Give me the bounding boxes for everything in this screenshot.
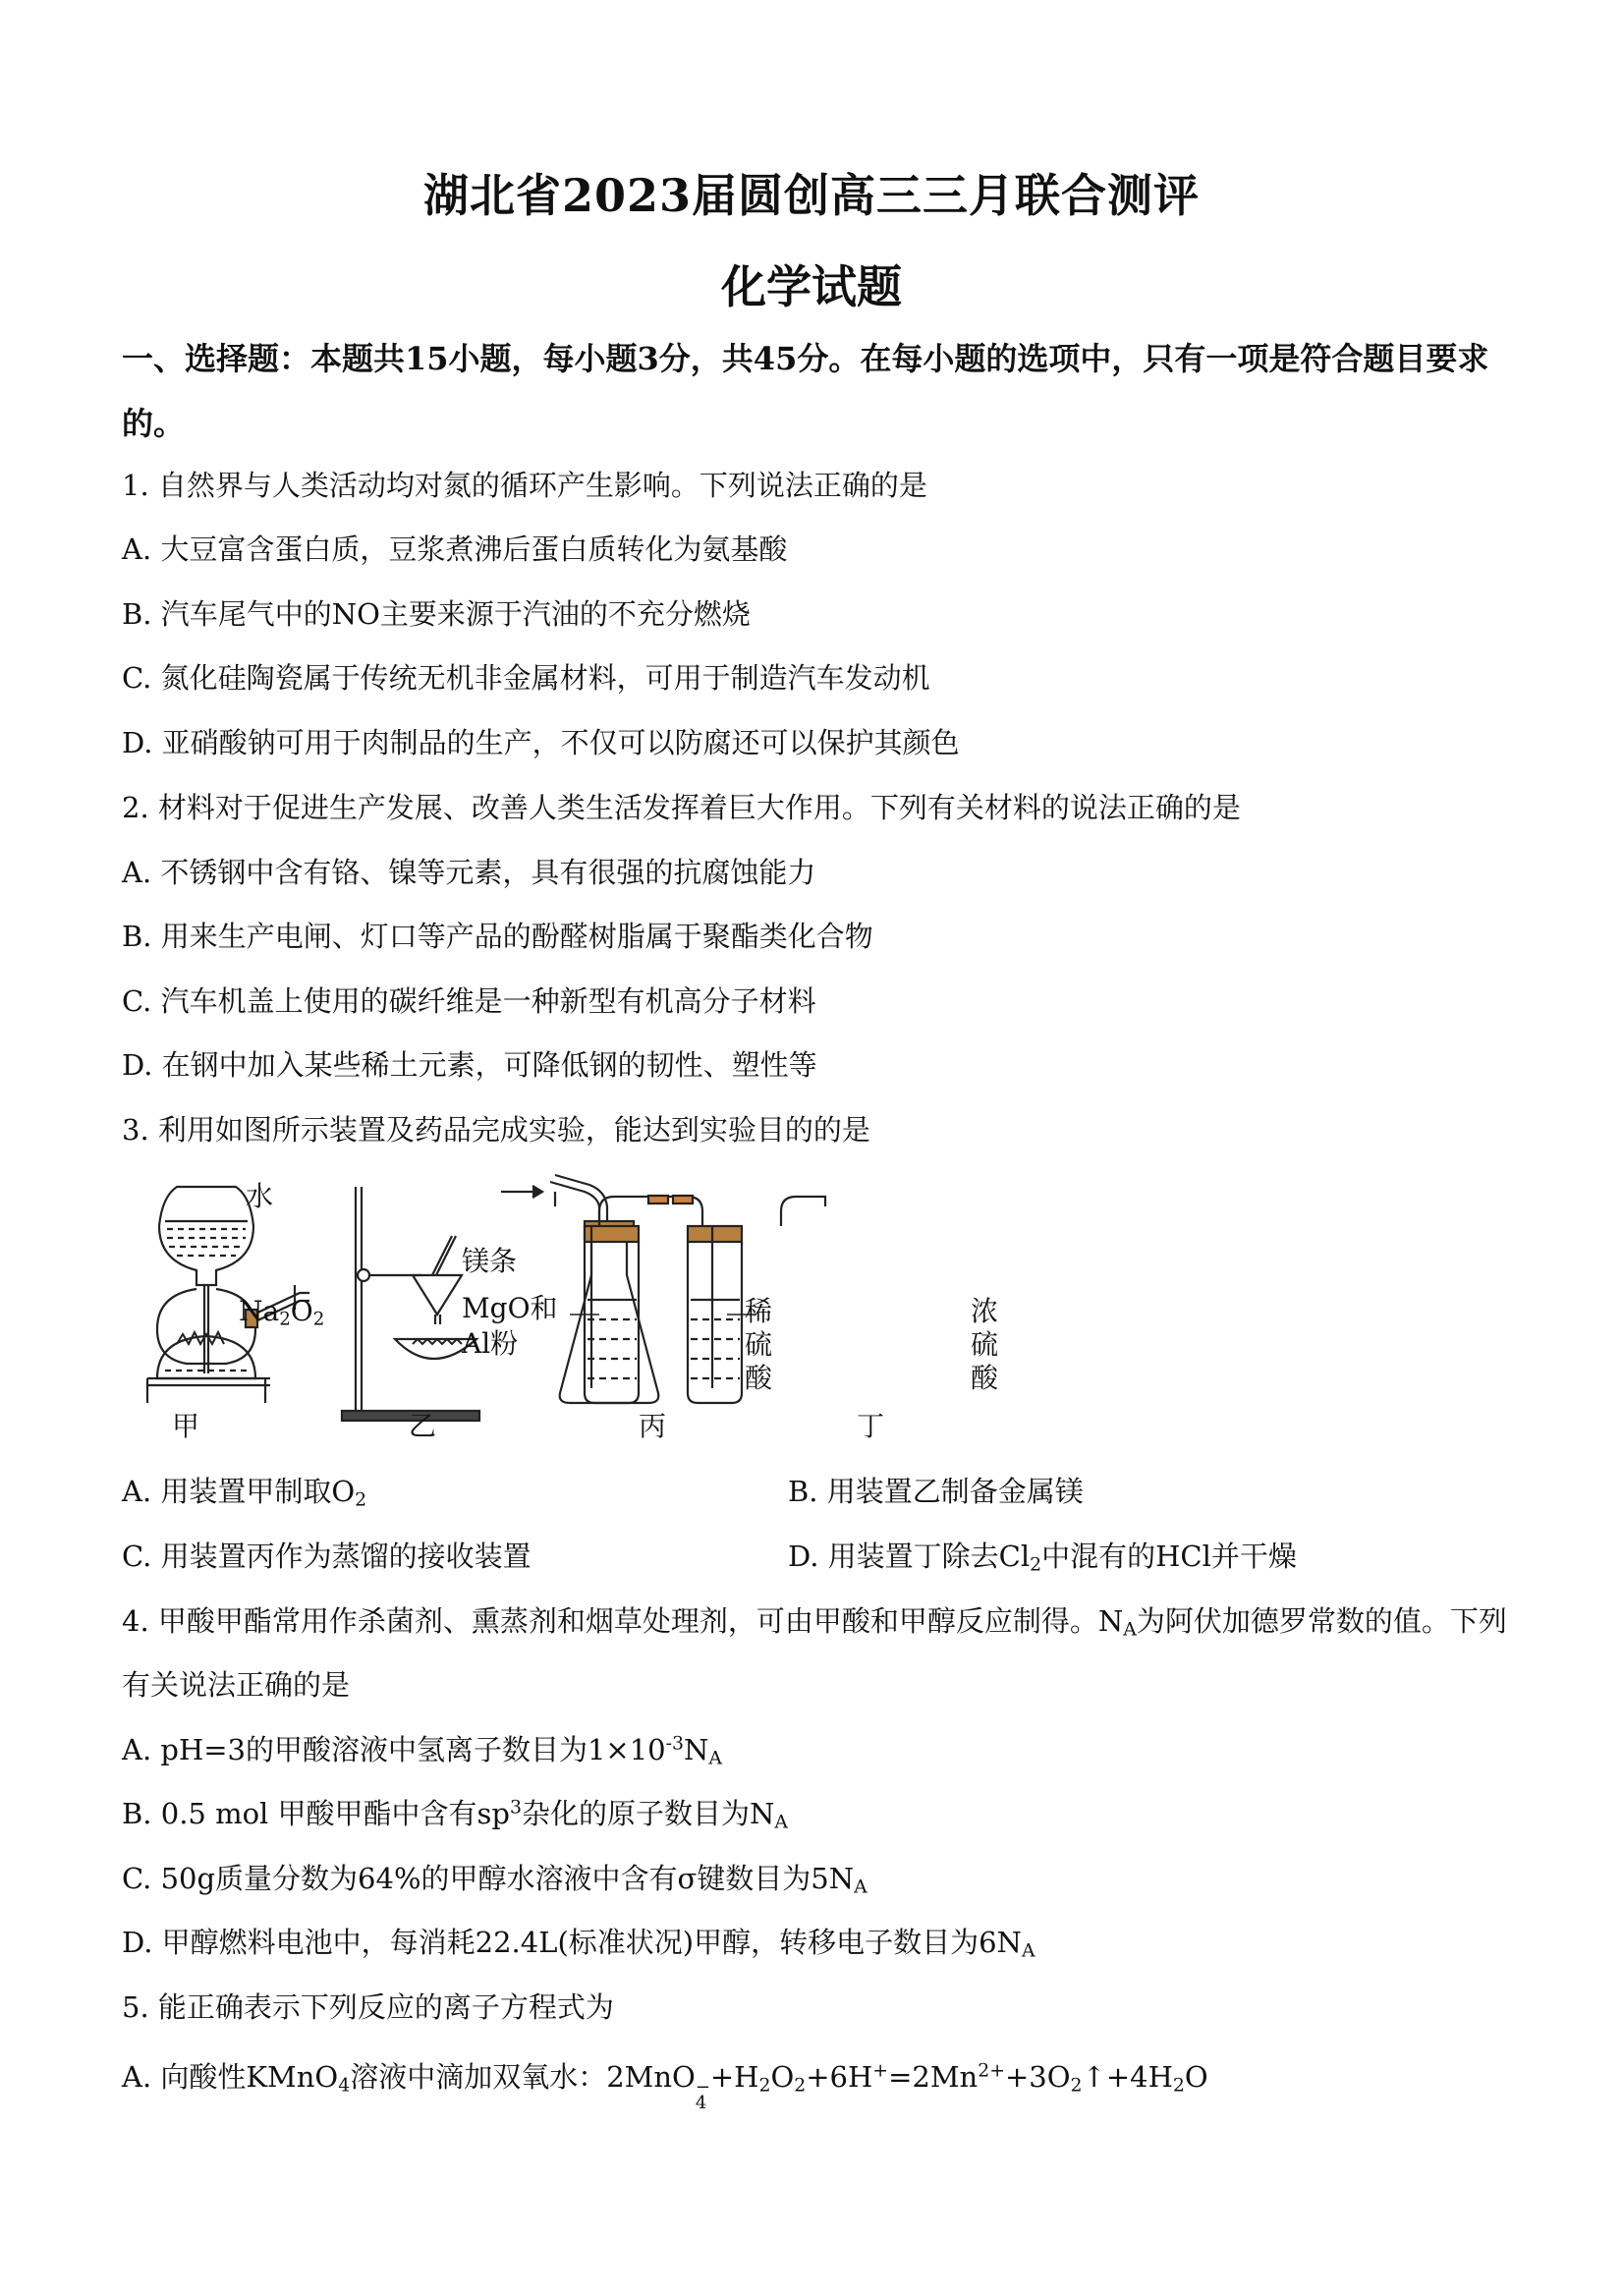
- q4-stem-line2: 有关说法正确的是: [122, 1668, 351, 1702]
- label-mg-ribbon: 镁条: [462, 1245, 518, 1277]
- q3-option-c: C. 用装置丙作为蒸馏的接收装置: [122, 1540, 532, 1573]
- label-dilute-acid: 稀 硫 酸: [745, 1295, 773, 1394]
- q3-option-a: A. 用装置甲制取$O_2$: [122, 1475, 367, 1511]
- label-mgo: MgO和: [462, 1292, 558, 1324]
- q5-option-a: A. 向酸性KMnO$_4$溶液中滴加双氧水：2MnO − 4 $+H_2O_2+6H^+=2Mn^{2+}+3O_2↑+4H_2O$: [122, 2060, 1208, 2114]
- q2-option-a: A. 不锈钢中含有铬、镍等元素，具有很强的抗腐蚀能力: [122, 856, 816, 889]
- label-al: Al粉: [462, 1327, 519, 1360]
- q4-option-b: B. 0.5 mol 甲酸甲酯中含有$sp^3$杂化的原子数目为$N_A$: [122, 1797, 788, 1833]
- q2-option-c: C. 汽车机盖上使用的碳纤维是一种新型有机高分子材料: [122, 984, 816, 1018]
- q1-option-a: A. 大豆富含蛋白质，豆浆煮沸后蛋白质转化为氨基酸: [122, 532, 788, 566]
- q1-option-d: D. 亚硝酸钠可用于肉制品的生产，不仅可以防腐还可以保护其颜色: [122, 726, 960, 759]
- exam-subtitle: 化学试题: [721, 260, 902, 313]
- q2-stem: 2. 材料对于促进生产发展、改善人类生活发挥着巨大作用。下列有关材料的说法正确的是: [122, 791, 1241, 824]
- label-na2o2: $Na_2O_2$: [239, 1295, 325, 1330]
- caption-bing: 丙: [639, 1410, 667, 1442]
- caption-jia: 甲: [172, 1410, 200, 1442]
- label-conc-acid: 浓 硫 酸: [971, 1295, 999, 1394]
- q3-option-d: D. 用装置丁除去$Cl_2$中混有的HCl并干燥: [788, 1540, 1297, 1576]
- section-heading: 一、选择题：本题共15小题，每小题3分，共45分。在每小题的选项中，只有一项是符合题目要求的。: [122, 340, 1489, 442]
- q4-option-d: D. 甲醇燃料电池中，每消耗22.4L(标准状况)甲醇，转移电子数目为$6N_A$: [122, 1926, 1035, 1962]
- q2-option-b: B. 用来生产电闸、灯口等产品的酚醛树脂属于聚酯类化合物: [122, 920, 873, 953]
- exam-title: 湖北省2023届圆创高三三月联合测评: [422, 169, 1201, 222]
- q1-option-c: C. 氮化硅陶瓷属于传统无机非金属材料，可用于制造汽车发动机: [122, 661, 930, 695]
- label-water: 水: [246, 1180, 274, 1212]
- q4-option-a: A. pH=3的甲酸溶液中氢离子数目为$1\times 10^{-3}N_A$: [122, 1733, 722, 1769]
- q1-stem: 1. 自然界与人类活动均对氮的循环产生影响。下列说法正确的是: [122, 469, 927, 502]
- apparatus-bing: [550, 1175, 658, 1403]
- q4-stem-line1: 4. 甲酸甲酯常用作杀菌剂、熏蒸剂和烟草处理剂，可由甲酸和甲醇反应制得。$N_A$为阿伏加德罗常数的值。下列: [122, 1604, 1507, 1641]
- q3-stem: 3. 利用如图所示装置及药品完成实验，能达到实验目的的是: [122, 1113, 870, 1147]
- q2-option-d: D. 在钢中加入某些稀土元素，可降低钢的韧性、塑性等: [122, 1048, 817, 1082]
- apparatus-yi: [342, 1187, 479, 1421]
- q5-stem: 5. 能正确表示下列反应的离子方程式为: [122, 1990, 614, 2024]
- q3-option-b: B. 用装置乙制备金属镁: [788, 1475, 1084, 1508]
- caption-ding: 丁: [857, 1410, 885, 1442]
- q4-option-c: C. 50g质量分数为64%的甲醇水溶液中含有σ键数目为$5N_A$: [122, 1862, 867, 1898]
- q1-option-b: B. 汽车尾气中的NO主要来源于汽油的不充分燃烧: [122, 597, 751, 631]
- caption-yi: 乙: [409, 1410, 437, 1442]
